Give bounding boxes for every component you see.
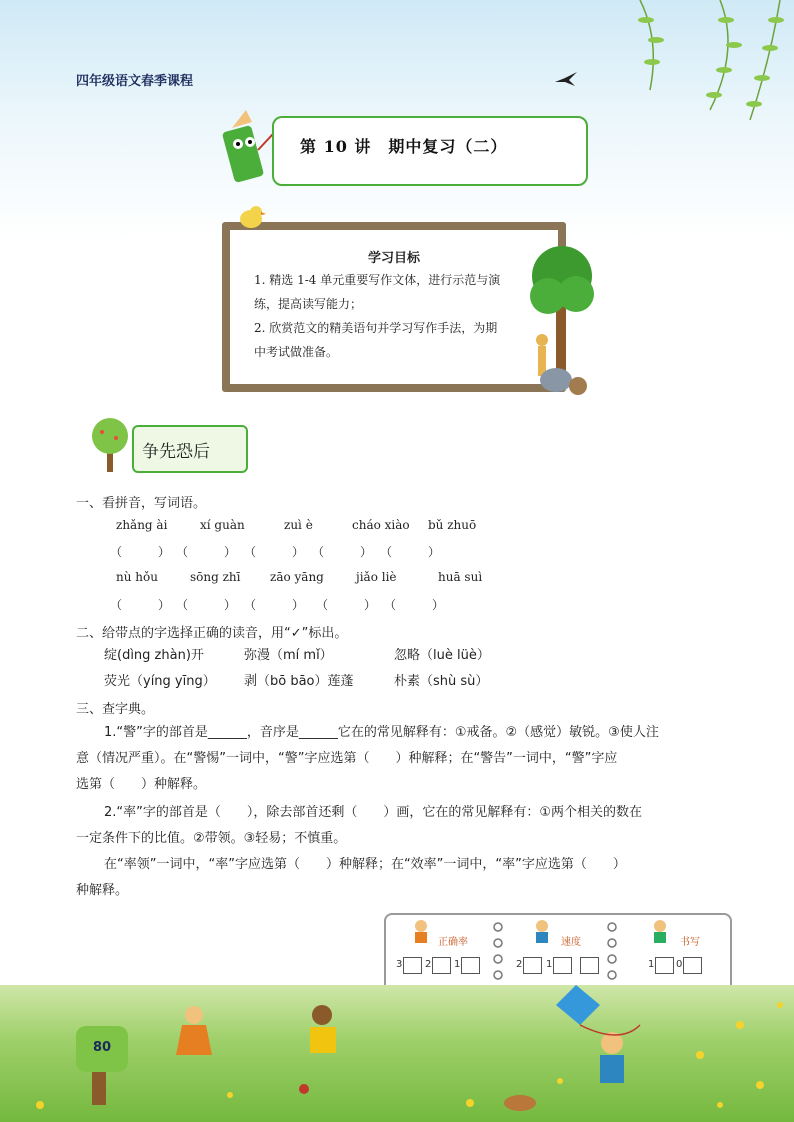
pronunciation-choice[interactable]: 忽略（luè lüè） xyxy=(394,648,490,663)
objective-line-4: 中考试做准备。 xyxy=(254,345,339,359)
chick-icon xyxy=(236,202,266,230)
answer-bracket[interactable]: （ ） xyxy=(110,598,171,612)
score-checkbox[interactable] xyxy=(432,957,451,974)
pronunciation-choice[interactable]: 朴素（shù sù） xyxy=(394,674,489,689)
willow-branches-decoration xyxy=(600,0,794,130)
pronunciation-choice[interactable]: 剥（bō bāo）莲蓬 xyxy=(244,674,354,689)
score-number: 1 xyxy=(546,959,553,970)
answer-bracket[interactable]: （ ） xyxy=(176,598,237,612)
pinyin-item: cháo xiào xyxy=(352,518,410,532)
course-title: 四年级语文春季课程 xyxy=(76,74,194,89)
q3-paragraph-line: 一定条件下的比值。②带领。③轻易；不慎重。 xyxy=(76,831,347,846)
score-checkbox[interactable] xyxy=(461,957,480,974)
accuracy-label: 正确率 xyxy=(438,937,468,948)
objective-line-1: 1. 精选 1-4 单元重要写作文体，进行示范与演 xyxy=(254,273,501,287)
q3-paragraph-line: 种解释。 xyxy=(76,883,129,898)
pinyin-item: huā suì xyxy=(438,570,483,584)
tree-animals-icon xyxy=(528,236,594,404)
pinyin-item: zhǎng ài xyxy=(116,518,168,532)
page-number: 80 xyxy=(92,1040,112,1055)
q2-heading: 二、给带点的字选择正确的读音，用“✓”标出。 xyxy=(76,626,348,641)
handwriting-label: 书写 xyxy=(680,937,700,948)
q3-heading: 三、查字典。 xyxy=(76,702,155,717)
score-checkbox[interactable] xyxy=(655,957,674,974)
q3-paragraph-line: 意（情况严重）。在“警惕”一词中，“警”字应选第（ ）种解释；在“警告”一词中，“警”字应 xyxy=(76,751,618,766)
answer-bracket[interactable]: （ ） xyxy=(244,598,305,612)
spiral-binding-icon xyxy=(604,915,620,991)
swallow-icon xyxy=(553,70,579,90)
score-checkbox[interactable] xyxy=(683,957,702,974)
pinyin-item: bǔ zhuō xyxy=(428,518,477,532)
child-avatar-icon xyxy=(410,918,432,944)
writing-child-icon xyxy=(648,918,672,944)
answer-bracket[interactable]: （ ） xyxy=(176,545,237,559)
q3-paragraph-line: 2.“率”字的部首是（ ），除去部首还剩（ ）画，它在的常见解释有：①两个相关的数在 xyxy=(104,805,643,820)
pinyin-item: zāo yāng xyxy=(270,570,324,584)
section-title: 争先恐后 xyxy=(142,442,210,462)
q3-paragraph-line: 1.“警”字的部首是______，音序是______它在的常见解释有：①戒备。②（感觉）敏锐。③使人注 xyxy=(104,725,659,740)
score-checkbox[interactable] xyxy=(580,957,599,974)
answer-bracket[interactable]: （ ） xyxy=(244,545,305,559)
score-number: 1 xyxy=(454,959,461,970)
speed-label: 速度 xyxy=(561,937,581,948)
score-number: 2 xyxy=(516,959,523,970)
q3-paragraph-line: 选第（ ）种解释。 xyxy=(76,777,207,792)
pronunciation-choice[interactable]: 绽(dìng zhàn)开 xyxy=(104,648,204,663)
score-number: 0 xyxy=(676,959,683,970)
answer-bracket[interactable]: （ ） xyxy=(316,598,377,612)
q1-heading: 一、看拼音，写词语。 xyxy=(76,496,207,511)
small-tree-icon xyxy=(88,414,132,474)
pinyin-item: xí guàn xyxy=(200,518,245,532)
score-number: 2 xyxy=(425,959,432,970)
running-child-icon xyxy=(530,918,554,944)
pinyin-item: jiǎo liè xyxy=(356,570,397,584)
answer-bracket[interactable]: （ ） xyxy=(380,545,441,559)
objective-line-3: 2. 欣赏范文的精美语句并学习写作手法，为期 xyxy=(254,321,498,335)
pronunciation-choice[interactable]: 弥漫（mí mǐ） xyxy=(244,648,333,663)
pinyin-item: zuì è xyxy=(284,518,313,532)
spiral-binding-icon xyxy=(490,915,506,991)
score-number: 1 xyxy=(648,959,655,970)
answer-bracket[interactable]: （ ） xyxy=(312,545,373,559)
answer-bracket[interactable]: （ ） xyxy=(384,598,445,612)
answer-bracket[interactable]: （ ） xyxy=(110,545,171,559)
q3-paragraph-line: 在“率领”一词中，“率”字应选第（ ）种解释；在“效率”一词中，“率”字应选第（ ） xyxy=(104,857,626,872)
objective-line-2: 练，提高读写能力； xyxy=(254,297,363,311)
objectives-heading: 学习目标 xyxy=(367,251,420,266)
score-checkbox[interactable] xyxy=(523,957,542,974)
lesson-title: 第 10 讲 期中复习（二） xyxy=(300,137,508,156)
pinyin-item: nù hǒu xyxy=(116,570,158,584)
pronunciation-choice[interactable]: 荧光（yíng yīng） xyxy=(104,674,216,689)
pinyin-item: sōng zhī xyxy=(190,570,241,584)
score-number: 3 xyxy=(396,959,403,970)
score-checkbox[interactable] xyxy=(553,957,572,974)
score-checkbox[interactable] xyxy=(403,957,422,974)
